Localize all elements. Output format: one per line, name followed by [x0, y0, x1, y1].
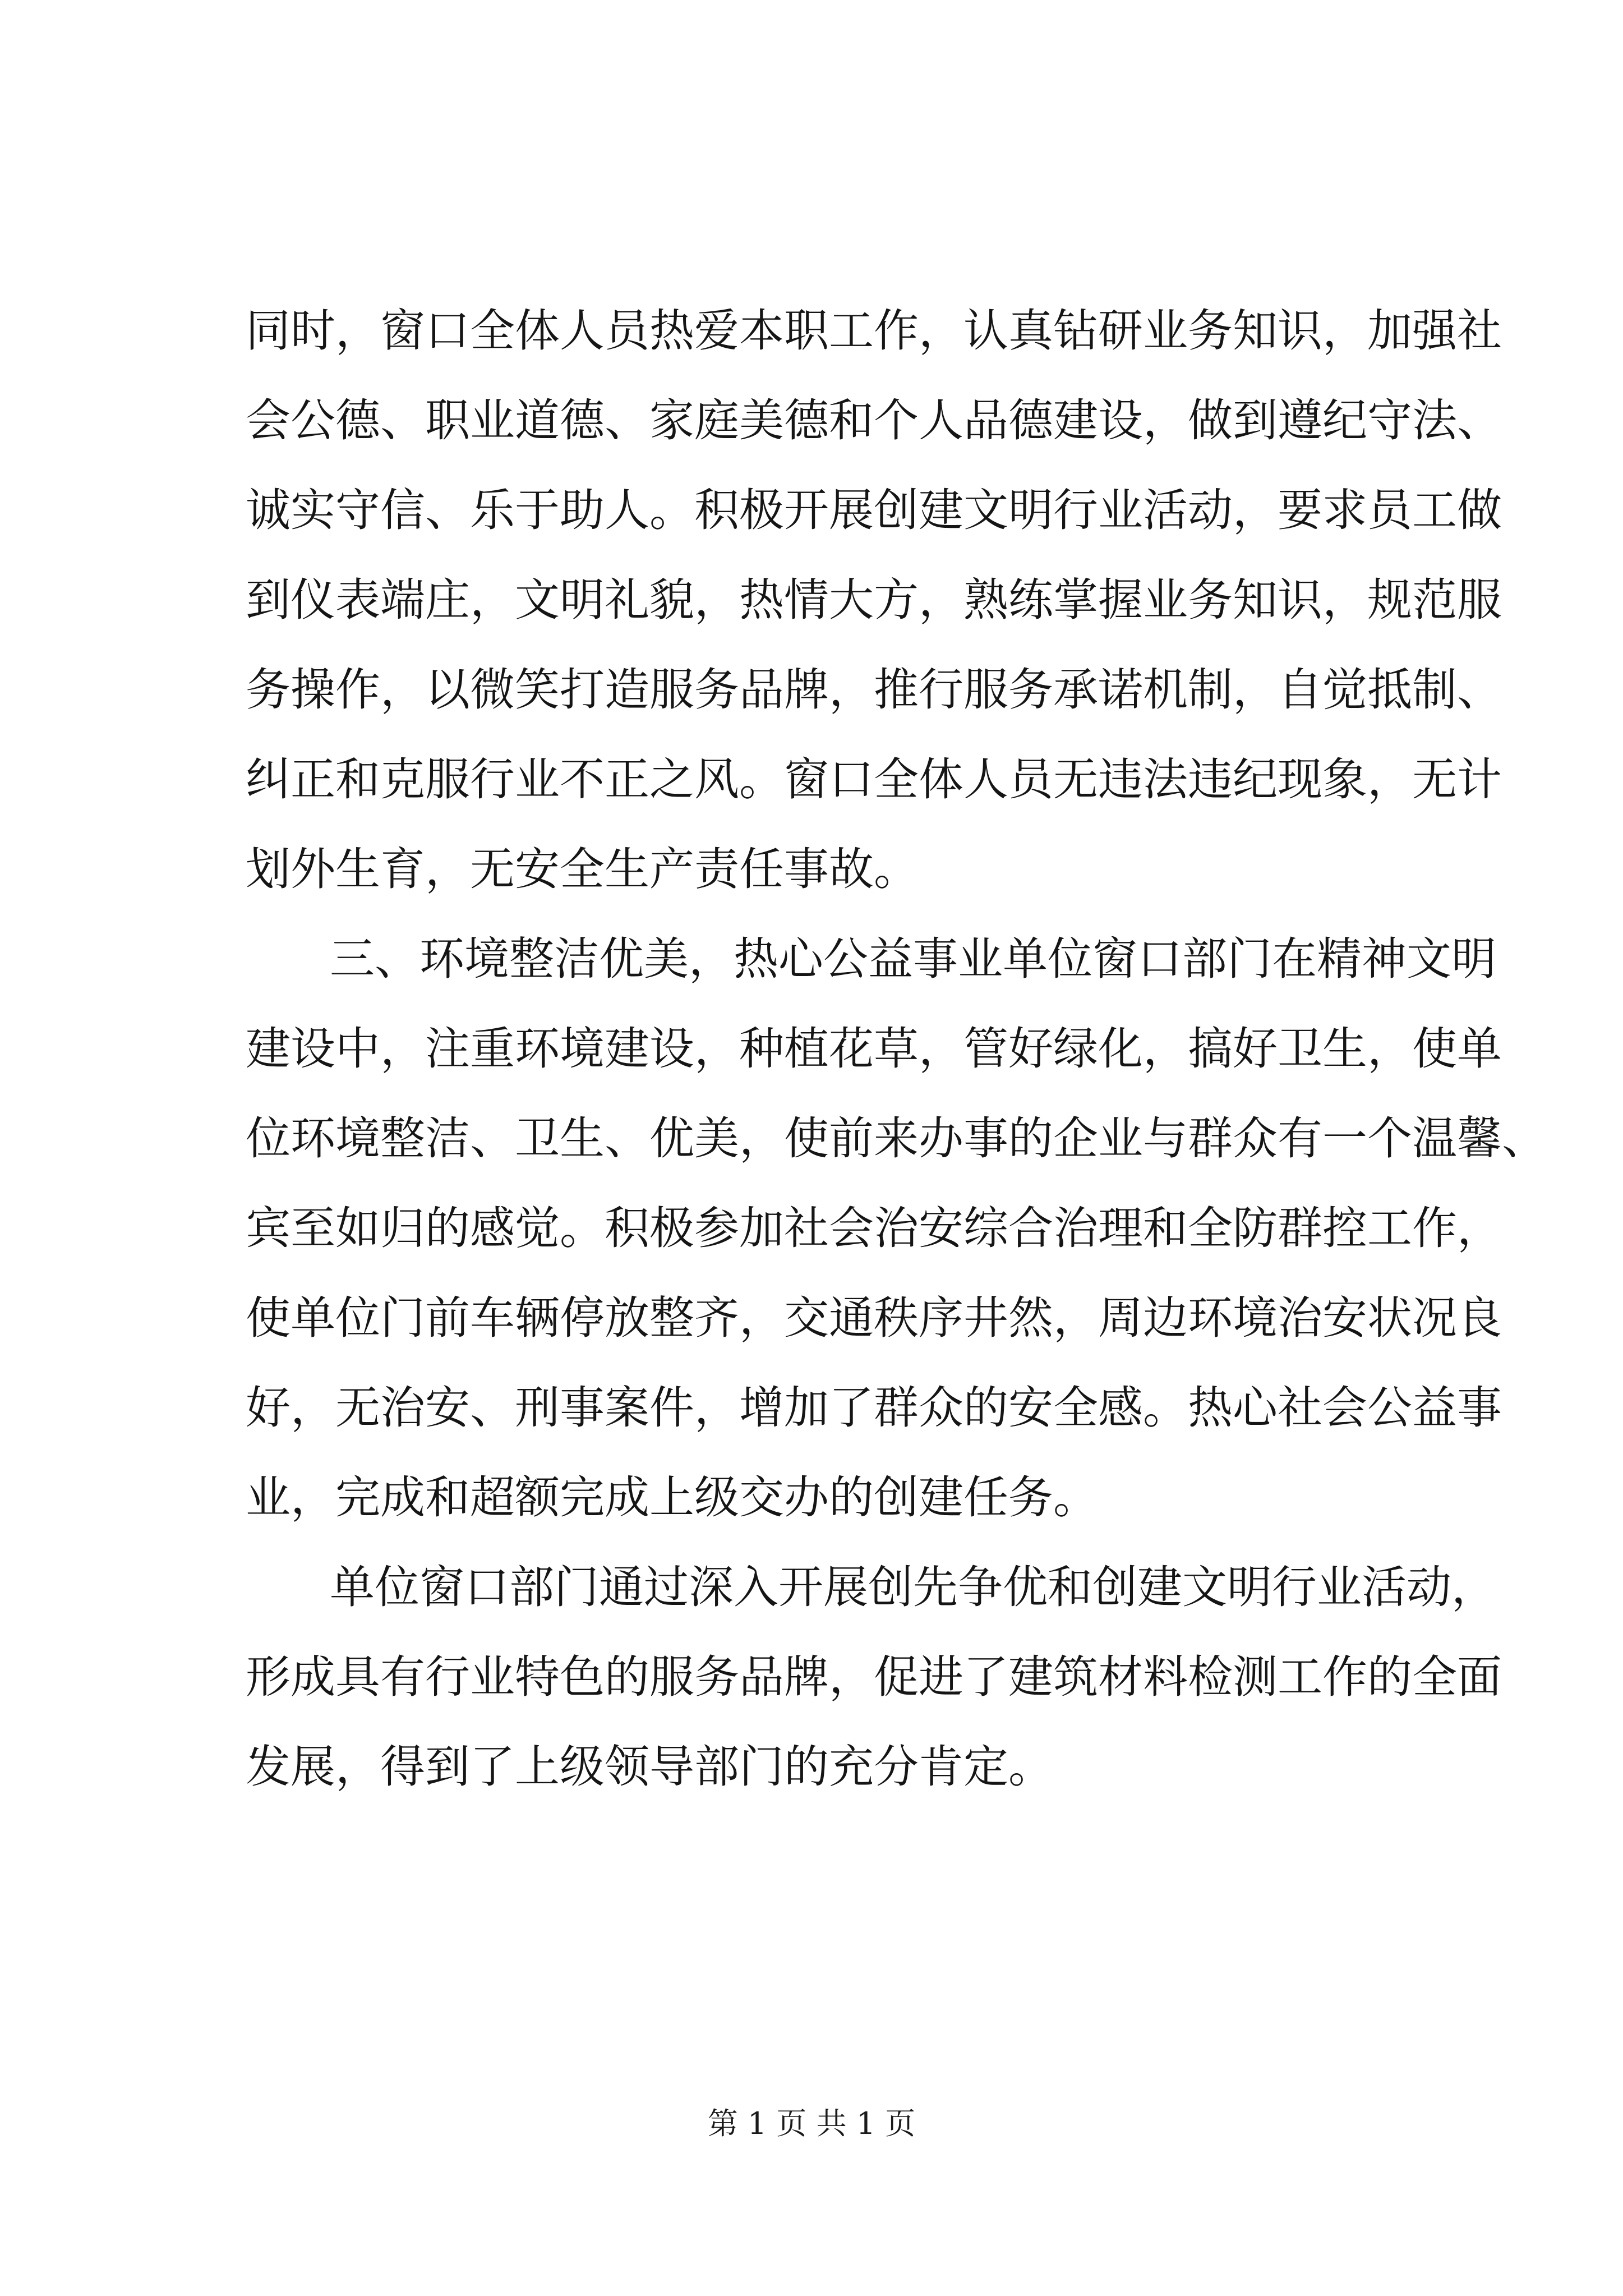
body-line: 宾至如归的感觉。积极参加社会治安综合治理和全防群控工作，	[246, 1202, 1502, 1254]
body-line: 到仪表端庄，文明礼貌，热情大方，熟练掌握业务知识，规范服	[246, 574, 1502, 626]
body-line: 诚实守信、乐于助人。积极开展创建文明行业活动，要求员工做	[246, 484, 1502, 536]
body-line: 建设中，注重环境建设，种植花草，管好绿化，搞好卫生，使单	[246, 1023, 1502, 1075]
paragraph-first-line: 单位窗口部门通过深入开展创先争优和创建文明行业活动，	[330, 1561, 1496, 1613]
body-line: 同时，窗口全体人员热爱本职工作，认真钻研业务知识，加强社	[246, 305, 1502, 357]
body-line: 形成具有行业特色的服务品牌，促进了建筑材料检测工作的全面	[246, 1651, 1502, 1703]
body-line: 务操作，以微笑打造服务品牌，推行服务承诺机制，自觉抵制、	[246, 664, 1502, 716]
body-line: 位环境整洁、卫生、优美，使前来办事的企业与群众有一个温馨、	[246, 1112, 1547, 1165]
body-line: 会公德、职业道德、家庭美德和个人品德建设，做到遵纪守法、	[246, 394, 1502, 447]
paragraph-first-line: 三、环境整洁优美，热心公益事业单位窗口部门在精神文明	[330, 933, 1496, 985]
body-line: 好，无治安、刑事案件，增加了群众的安全感。热心社会公益事	[246, 1382, 1502, 1434]
body-line: 使单位门前车辆停放整齐，交通秩序井然，周边环境治安状况良	[246, 1292, 1502, 1344]
body-line: 划外生育，无安全生产责任事故。	[246, 843, 919, 895]
body-line: 业，完成和超额完成上级交办的创建任务。	[246, 1471, 1098, 1524]
page-number-footer: 第 1 页 共 1 页	[707, 2106, 916, 2141]
body-line: 纠正和克服行业不正之风。窗口全体人员无违法违纪现象，无计	[246, 753, 1502, 806]
body-line: 发展，得到了上级领导部门的充分肯定。	[246, 1741, 1053, 1793]
